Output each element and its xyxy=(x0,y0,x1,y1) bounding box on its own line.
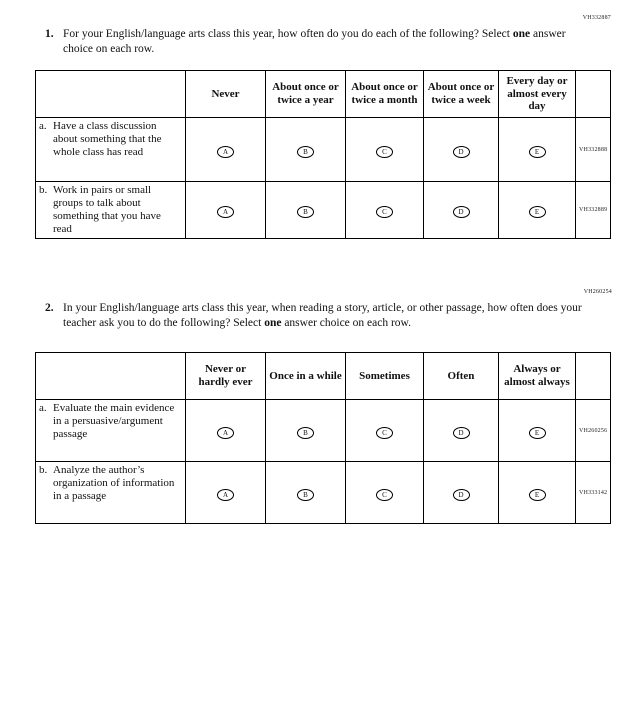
item-code: VH333142 xyxy=(576,462,611,524)
q2-row-b-cell-once xyxy=(266,462,346,524)
q1-row-b-cell-never xyxy=(186,182,266,239)
question-1-response-table xyxy=(35,70,611,239)
q1-row-a-cell-week xyxy=(424,118,499,182)
q1-row-a-cell-never xyxy=(186,118,266,182)
answer-bubble[interactable]: E xyxy=(529,427,546,439)
answer-bubble[interactable]: A xyxy=(217,146,234,158)
item-code: VH332889 xyxy=(576,182,611,239)
table-row xyxy=(36,182,611,239)
q2-row-b-cell-sometimes xyxy=(346,462,424,524)
answer-bubble[interactable]: A xyxy=(217,489,234,501)
table-row xyxy=(36,400,611,462)
q2-row-b-cell-always xyxy=(499,462,576,524)
table1-header-once-twice-week: About once or twice a week xyxy=(424,71,499,118)
answer-bubble[interactable]: B xyxy=(297,146,314,158)
q2-row-a-cell-always xyxy=(499,400,576,462)
table-header-row xyxy=(36,71,611,118)
q1-row-a-cell-everyday xyxy=(499,118,576,182)
table1-header-once-twice-year: About once or twice a year xyxy=(266,71,346,118)
table2-header-sometimes: Sometimes xyxy=(346,353,424,400)
question-2 xyxy=(45,301,582,331)
answer-bubble[interactable]: B xyxy=(297,427,314,439)
q1-row-a-cell-month xyxy=(346,118,424,182)
question-2-response-table xyxy=(35,352,611,524)
answer-bubble[interactable]: D xyxy=(453,427,470,439)
table2-header-often: Often xyxy=(424,353,499,400)
question-2-item-code: VH260254 xyxy=(583,289,612,295)
q1-row-a-label: a. Have a class discussion about something that the whole class has read xyxy=(36,118,186,182)
q2-row-b-cell-often xyxy=(424,462,499,524)
table2-header-never-hardly: Never or hardly ever xyxy=(186,353,266,400)
answer-bubble[interactable]: B xyxy=(297,489,314,501)
answer-bubble[interactable]: C xyxy=(376,489,393,501)
q1-row-b-cell-everyday xyxy=(499,182,576,239)
table-row xyxy=(36,462,611,524)
q2-row-a-cell-sometimes xyxy=(346,400,424,462)
table1-header-code-cell xyxy=(576,71,611,118)
table2-header-always: Always or almost always xyxy=(499,353,576,400)
answer-bubble[interactable]: B xyxy=(297,206,314,218)
answer-bubble[interactable]: A xyxy=(217,206,234,218)
question-1 xyxy=(45,27,572,57)
answer-bubble[interactable]: C xyxy=(376,146,393,158)
table2-header-code-cell xyxy=(576,353,611,400)
answer-bubble[interactable]: E xyxy=(529,206,546,218)
table-header-row xyxy=(36,353,611,400)
table2-header-once-while: Once in a while xyxy=(266,353,346,400)
table-row xyxy=(36,118,611,182)
q2-row-a-cell-never xyxy=(186,400,266,462)
q2-row-b-label: b. Analyze the author’s organization of information in a passage xyxy=(36,462,186,524)
table2-corner-cell xyxy=(36,353,186,400)
question-2-number: 2. xyxy=(45,302,54,314)
q1-row-b-label: b. Work in pairs or small groups to talk about something that you have read xyxy=(36,182,186,239)
q2-row-a-label: a. Evaluate the main evidence in a persuasive/argument passage xyxy=(36,400,186,462)
q2-row-b-cell-never xyxy=(186,462,266,524)
q1-row-b-cell-week xyxy=(424,182,499,239)
q1-row-b-cell-year xyxy=(266,182,346,239)
item-code: VH260256 xyxy=(576,400,611,462)
table1-header-never: Never xyxy=(186,71,266,118)
answer-bubble[interactable]: D xyxy=(453,489,470,501)
answer-bubble[interactable]: E xyxy=(529,489,546,501)
answer-bubble[interactable]: E xyxy=(529,146,546,158)
q1-row-a-cell-year xyxy=(266,118,346,182)
q2-row-a-cell-often xyxy=(424,400,499,462)
item-code: VH332888 xyxy=(576,118,611,182)
question-1-text: For your English/language arts class this year, how often do you do each of the following? Select one answer choice on each row. xyxy=(63,28,566,55)
table1-corner-cell xyxy=(36,71,186,118)
question-2-text: In your English/language arts class this year, when reading a story, article, or other passage, how often does your teacher ask you to do the following? Select one answer choice on each row. xyxy=(63,302,582,329)
table1-header-every-day: Every day or almost every day xyxy=(499,71,576,118)
answer-bubble[interactable]: C xyxy=(376,206,393,218)
question-1-item-code: VH332887 xyxy=(582,15,611,21)
answer-bubble[interactable]: C xyxy=(376,427,393,439)
answer-bubble[interactable]: D xyxy=(453,206,470,218)
q2-row-a-cell-once xyxy=(266,400,346,462)
answer-bubble[interactable]: D xyxy=(453,146,470,158)
question-1-number: 1. xyxy=(45,28,54,40)
table1-header-once-twice-month: About once or twice a month xyxy=(346,71,424,118)
q1-row-b-cell-month xyxy=(346,182,424,239)
answer-bubble[interactable]: A xyxy=(217,427,234,439)
